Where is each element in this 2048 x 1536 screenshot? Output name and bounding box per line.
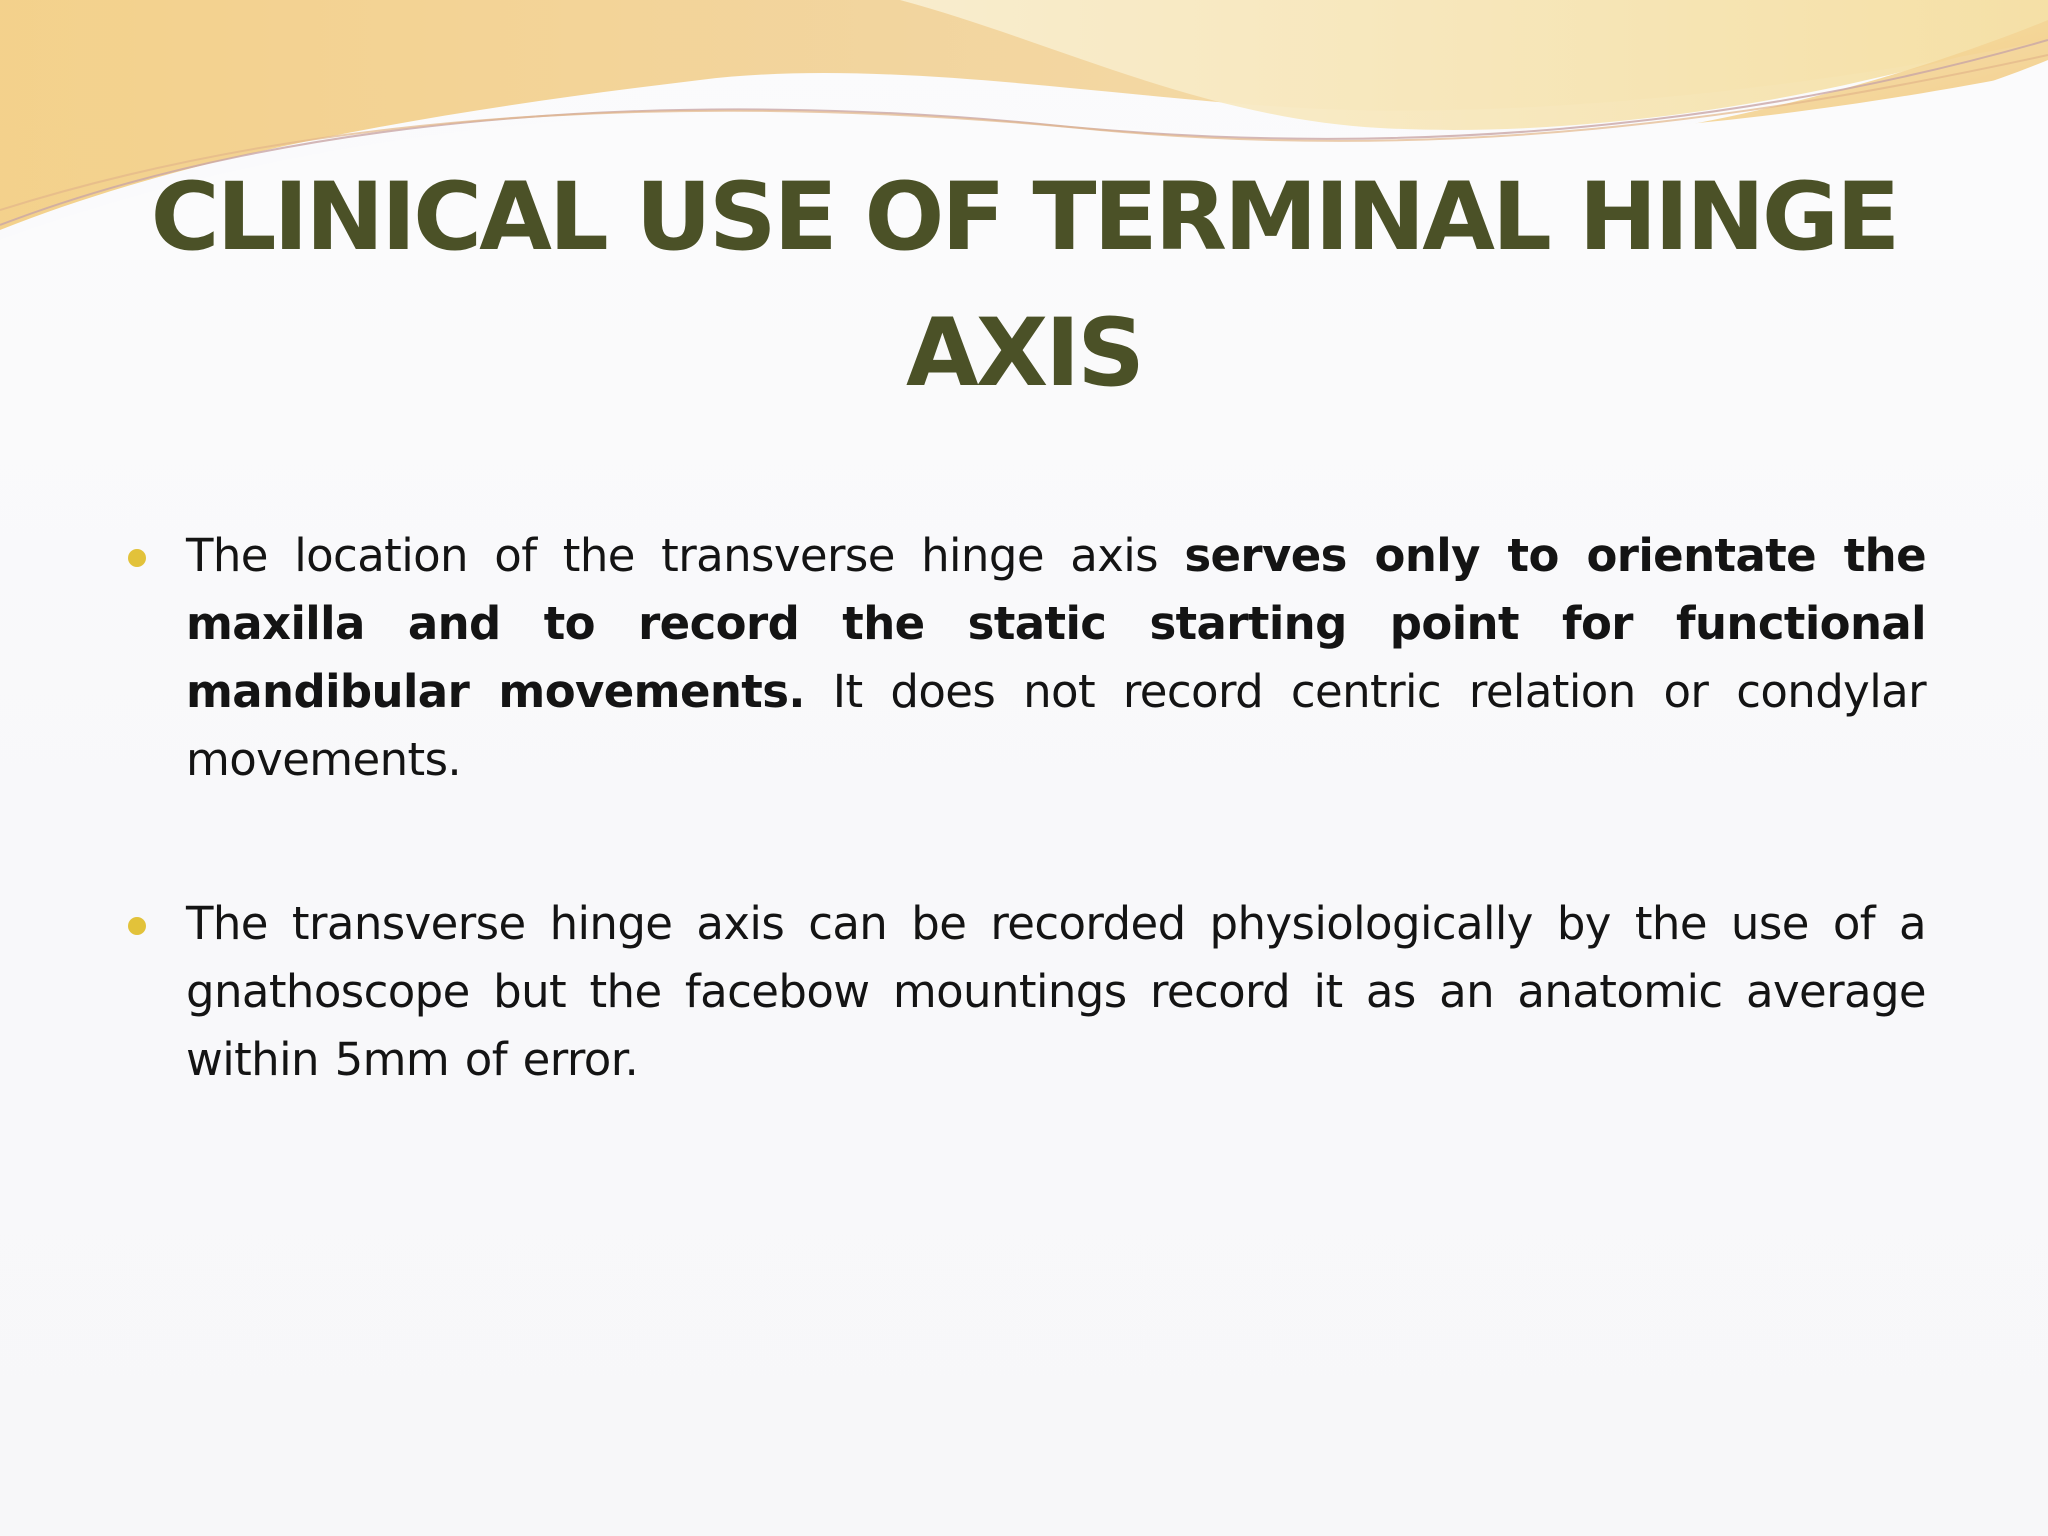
bullet-dot-icon — [128, 917, 146, 935]
bullet-list — [128, 522, 1926, 1094]
bullet-text-run: It does not record centric relation or condylar movements. — [186, 665, 1926, 786]
bullet-item-hinge-axis-location — [128, 522, 1926, 794]
bullet-dot-icon — [128, 549, 146, 567]
bullet-text-bold-run: serves only to orientate the maxilla and to record the static starting point for functional mandibular movements. — [186, 529, 1926, 718]
slide-title: CLINICAL USE OF TERMINAL HINGE AXIS — [150, 163, 1898, 408]
bullet-text-run: The location of the transverse hinge axis — [186, 529, 1185, 582]
bullet-item-physiologic-recording — [128, 890, 1926, 1094]
bullet-text-run: The transverse hinge axis can be recorded physiologically by the use of a gnathoscope but the facebow mountings record it as an anatomic average within 5mm of error. — [186, 897, 1926, 1086]
